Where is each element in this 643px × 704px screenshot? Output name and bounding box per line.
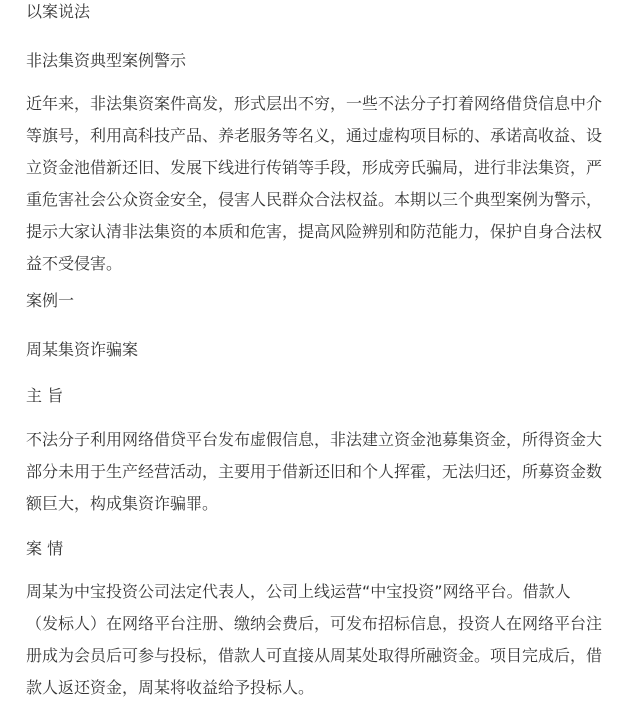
intro-line: 重危害社会公众资金安全，侵害人民群众合法权益。本期以三个典型案例为警示， (26, 190, 603, 209)
intro-line: 立资金池借新还旧、发展下线进行传销等手段，形成旁氏骗局，进行非法集资，严 (26, 158, 603, 177)
intro-paragraph (26, 88, 626, 280)
facts-line: 周某为中宝投资公司法定代表人，公司上线运营“中宝投资”网络平台。借款人 (26, 582, 571, 601)
intro-line: 近年来，非法集资案件高发，形式层出不穷，一些不法分子打着网络借贷信息中介 (26, 94, 603, 113)
facts-line: （发标人）在网络平台注册、缴纳会费后，可发布招标信息，投资人在网络平台注 (26, 614, 603, 633)
facts-heading: 案 情 (26, 539, 64, 558)
gist-line: 额巨大，构成集资诈骗罪。 (26, 494, 219, 513)
gist-line: 部分未用于生产经营活动，主要用于借新还旧和个人挥霍，无法归还，所募资金数 (26, 462, 603, 481)
case1-title: 周某集资诈骗案 (26, 340, 139, 359)
facts-line: 册成为会员后可参与投标，借款人可直接从周某处取得所融资金。项目完成后，借 (26, 646, 603, 665)
gist-heading: 主 旨 (26, 386, 64, 405)
intro-line: 提示大家认清非法集资的本质和危害，提高风险辨别和防范能力，保护自身合法权 (26, 222, 603, 241)
facts-line: 款人返还资金，周某将收益给予投标人。 (26, 678, 315, 697)
case1-label: 案例一 (26, 291, 75, 310)
article-subtitle: 非法集资典型案例警示 (26, 51, 187, 70)
facts-paragraph (26, 576, 626, 704)
section-title: 以案说法 (26, 2, 91, 21)
gist-line: 不法分子利用网络借贷平台发布虚假信息，非法建立资金池募集资金，所得资金大 (26, 430, 603, 449)
intro-line: 等旗号，利用高科技产品、养老服务等名义，通过虚构项目标的、承诺高收益、设 (26, 126, 603, 145)
intro-line: 益不受侵害。 (26, 254, 123, 273)
gist-paragraph (26, 424, 626, 520)
